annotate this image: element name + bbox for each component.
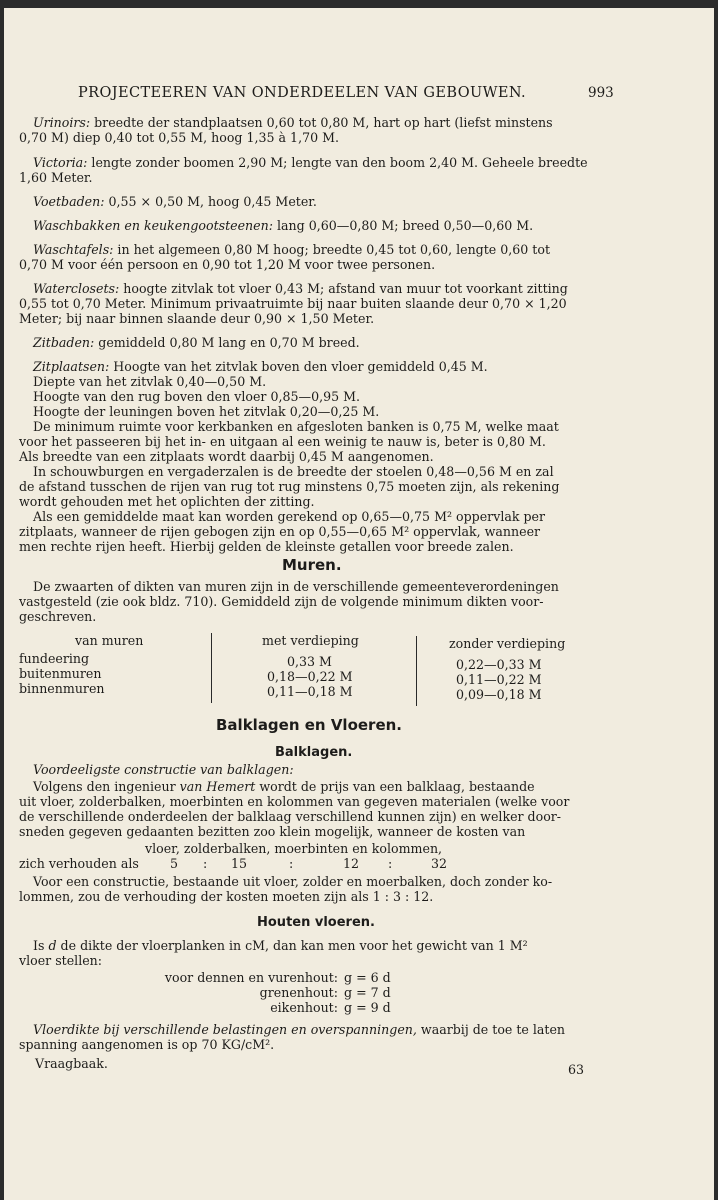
houten-text-1b: d bbox=[48, 938, 57, 953]
balklagen-line-3: de verschillende onderdeelen der balklaag verschillend kunnen zijn) en welker door- bbox=[19, 809, 562, 824]
formula-value-grenen: g = 7 d bbox=[344, 985, 391, 1000]
houten-line-4: spanning aangenomen is op 70 KG/cM². bbox=[19, 1037, 275, 1052]
waschbakken-line bbox=[33, 220, 533, 233]
houten-line-2: vloer stellen: bbox=[19, 953, 103, 968]
zitplaatsen-line-10: wordt gehouden met het oplichten der zitting. bbox=[19, 494, 315, 509]
ratio-colon-2: : bbox=[289, 856, 294, 871]
zitbaden-line bbox=[33, 337, 360, 350]
houten-text-1a: Is bbox=[33, 938, 45, 953]
table-divider-2 bbox=[416, 636, 417, 706]
houten-text-1c: de dikte der vloerplanken in cM, dan kan men voor het gewicht van 1 M² bbox=[60, 938, 528, 953]
voetbaden-lead: Voetbaden: bbox=[33, 194, 105, 209]
victoria-line-1 bbox=[33, 157, 588, 170]
balklagen-line-2: uit vloer, zolderbalken, moerbinten en kolommen van gegeven materialen (welke voor bbox=[19, 794, 570, 809]
table-row-binnenmuren-label: binnenmuren bbox=[19, 681, 105, 696]
zitplaatsen-text-1: Hoogte van het zitvlak boven den vloer gemiddeld 0,45 M. bbox=[113, 359, 488, 374]
voetbaden-line bbox=[33, 196, 317, 209]
houten-line-3 bbox=[33, 1024, 565, 1037]
balklagen-text-1c: wordt de prijs van een balklaag, bestaande bbox=[259, 779, 535, 794]
zitplaatsen-line-9: de afstand tusschen de rijen van rug tot rug minstens 0,75 moeten zijn, als rekening bbox=[19, 479, 560, 494]
table-header-zonder: zonder verdieping bbox=[449, 636, 566, 651]
balklagen-line-6: lommen, zou de verhouding der kosten moeten zijn als 1 : 3 : 12. bbox=[19, 889, 434, 904]
zitplaatsen-line-12: zitplaats, wanneer de rijen gebogen zijn en op 0,55—0,65 M² oppervlak, wanneer bbox=[19, 524, 541, 539]
victoria-line-2: 1,60 Meter. bbox=[19, 170, 93, 185]
formula-label-eiken: eikenhout: bbox=[270, 1000, 338, 1015]
balklagen-italic-title: Voordeeligste constructie van balklagen: bbox=[33, 762, 294, 777]
victoria-text-1: lengte zonder boomen 2,90 M; lengte van den boom 2,40 M. Geheele breedte bbox=[91, 155, 588, 170]
houten-vloeren-heading: Houten vloeren. bbox=[257, 915, 375, 930]
ratio-value-vloer: 5 bbox=[170, 856, 179, 871]
signature-mark: Vraagbaak. bbox=[35, 1056, 108, 1071]
muren-line-1: De zwaarten of dikten van muren zijn in de verschillende gemeenteverordeningen bbox=[33, 579, 559, 594]
urinoirs-line-2: 0,70 M) diep 0,40 tot 0,55 M, hoog 1,35 à 1,70 M. bbox=[19, 130, 339, 145]
waterclosets-line-2: 0,55 tot 0,70 Meter. Minimum privaatruimte bij naar buiten slaande deur 0,70 × 1,20 bbox=[19, 296, 567, 311]
ratio-colon-1: : bbox=[203, 856, 208, 871]
balklagen-text-1a: Volgens den ingenieur bbox=[33, 779, 176, 794]
formula-label-grenen: grenenhout: bbox=[259, 985, 338, 1000]
waschtafels-line-1 bbox=[33, 244, 550, 257]
balklagen-text-1b: van Hemert bbox=[179, 779, 256, 794]
book-page bbox=[4, 8, 714, 1200]
voetbaden-text: 0,55 × 0,50 M, hoog 0,45 Meter. bbox=[108, 194, 317, 209]
zitplaatsen-line-7: Als breedte van een zitplaats wordt daarbij 0,45 M aangenomen. bbox=[19, 449, 434, 464]
formula-label-dennen: voor dennen en vurenhout: bbox=[164, 970, 338, 985]
waschbakken-lead: Waschbakken en keukengootsteenen: bbox=[33, 218, 273, 233]
zitbaden-text: gemiddeld 0,80 M lang en 0,70 M breed. bbox=[98, 335, 360, 350]
zitplaatsen-line-1 bbox=[33, 361, 488, 374]
houten-text-3b: waarbij de toe te laten bbox=[420, 1022, 566, 1037]
balklagen-subheading: Balklagen. bbox=[275, 745, 353, 760]
victoria-lead: Victoria: bbox=[33, 155, 88, 170]
table-header-muren: van muren bbox=[75, 633, 144, 648]
urinoirs-line-1 bbox=[33, 117, 605, 130]
table-header-met: met verdieping bbox=[262, 633, 359, 648]
zitbaden-lead: Zitbaden: bbox=[33, 335, 95, 350]
ratio-value-kolommen: 32 bbox=[431, 856, 448, 871]
ratio-heads: vloer, zolderbalken, moerbinten en kolommen, bbox=[145, 841, 443, 856]
balklagen-vloeren-heading: Balklagen en Vloeren. bbox=[216, 716, 402, 734]
table-row-fundeering-label: fundeering bbox=[19, 651, 90, 666]
table-cell-zonder-2: 0,11—0,22 M bbox=[456, 672, 542, 687]
muren-heading: Muren. bbox=[282, 556, 342, 574]
waterclosets-line-1 bbox=[33, 283, 568, 296]
running-header: PROJECTEEREN VAN ONDERDEELEN VAN GEBOUWEN. bbox=[78, 85, 527, 101]
sheet-number: 63 bbox=[568, 1062, 585, 1077]
urinoirs-text-1: breedte der standplaatsen 0,60 tot 0,80 M, hart op hart (liefst minstens bbox=[94, 115, 553, 130]
zitplaatsen-line-4: Hoogte der leuningen boven het zitvlak 0,20—0,25 M. bbox=[33, 404, 380, 419]
houten-text-3a: Vloerdikte bij verschillende belastingen en overspanningen, bbox=[33, 1022, 417, 1037]
waschtafels-line-2: 0,70 M voor één persoon en 0,90 tot 1,20 M voor twee personen. bbox=[19, 257, 436, 272]
table-cell-zonder-1: 0,22—0,33 M bbox=[456, 657, 542, 672]
table-cell-met-1: 0,33 M bbox=[287, 654, 332, 669]
ratio-value-moerbinten: 12 bbox=[343, 856, 360, 871]
zitplaatsen-line-13: men rechte rijen heeft. Hierbij gelden de kleinste getallen voor breede zalen. bbox=[19, 539, 514, 554]
zitplaatsen-line-6: voor het passeeren bij het in- en uitgaan al een weinig te nauw is, beter is 0,80 M. bbox=[19, 434, 546, 449]
houten-line-1 bbox=[33, 940, 528, 953]
muren-line-2: vastgesteld (zie ook bldz. 710). Gemiddeld zijn de volgende minimum dikten voor- bbox=[19, 594, 544, 609]
table-cell-met-2: 0,18—0,22 M bbox=[267, 669, 353, 684]
waterclosets-text-1: hoogte zitvlak tot vloer 0,43 M; afstand van muur tot voorkant zitting bbox=[123, 281, 568, 296]
table-row-buitenmuren-label: buitenmuren bbox=[19, 666, 102, 681]
ratio-colon-3: : bbox=[388, 856, 393, 871]
balklagen-line-4: sneden gegeven gedaanten bezitten zoo klein mogelijk, wanneer de kosten van bbox=[19, 824, 526, 839]
zitplaatsen-line-2: Diepte van het zitvlak 0,40—0,50 M. bbox=[33, 374, 267, 389]
table-cell-zonder-3: 0,09—0,18 M bbox=[456, 687, 542, 702]
ratio-value-zolderbalken: 15 bbox=[231, 856, 248, 871]
zitplaatsen-line-11: Als een gemiddelde maat kan worden gerekend op 0,65—0,75 M² oppervlak per bbox=[33, 509, 546, 524]
ratio-lead: zich verhouden als bbox=[19, 856, 139, 871]
table-divider-1 bbox=[211, 633, 212, 703]
balklagen-line-5: Voor een constructie, bestaande uit vloer, zolder en moerbalken, doch zonder ko- bbox=[33, 874, 553, 889]
zitplaatsen-line-3: Hoogte van den rug boven den vloer 0,85—0,95 M. bbox=[33, 389, 361, 404]
balklagen-line-1 bbox=[33, 781, 535, 794]
page-number: 993 bbox=[588, 85, 614, 101]
zitplaatsen-lead: Zitplaatsen: bbox=[33, 359, 110, 374]
waschbakken-text: lang 0,60—0,80 M; breed 0,50—0,60 M. bbox=[277, 218, 534, 233]
zitplaatsen-line-8: In schouwburgen en vergaderzalen is de breedte der stoelen 0,48—0,56 M en zal bbox=[33, 464, 554, 479]
waschtafels-lead: Waschtafels: bbox=[33, 242, 114, 257]
waschtafels-text-1: in het algemeen 0,80 M hoog; breedte 0,45 tot 0,60, lengte 0,60 tot bbox=[117, 242, 551, 257]
formula-value-eiken: g = 9 d bbox=[344, 1000, 391, 1015]
table-cell-met-3: 0,11—0,18 M bbox=[267, 684, 353, 699]
zitplaatsen-line-5: De minimum ruimte voor kerkbanken en afgesloten banken is 0,75 M, welke maat bbox=[33, 419, 559, 434]
formula-value-dennen: g = 6 d bbox=[344, 970, 391, 985]
waterclosets-lead: Waterclosets: bbox=[33, 281, 120, 296]
urinoirs-lead: Urinoirs: bbox=[33, 115, 91, 130]
muren-line-3: geschreven. bbox=[19, 609, 97, 624]
waterclosets-line-3: Meter; bij naar binnen slaande deur 0,90 × 1,50 Meter. bbox=[19, 311, 375, 326]
